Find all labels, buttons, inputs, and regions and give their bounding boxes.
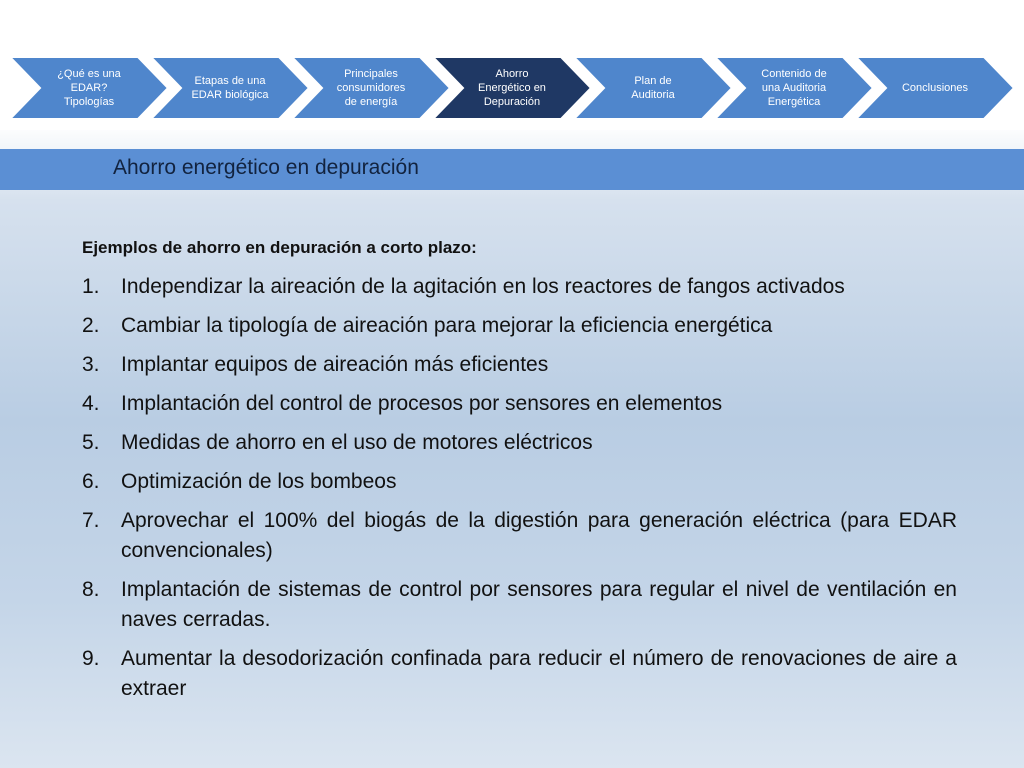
step-label: ¿Qué es una EDAR? Tipologías bbox=[57, 68, 121, 108]
step-ahorro-energetico[interactable] bbox=[433, 57, 591, 119]
item-text: Implantar equipos de aireación más eficientes bbox=[121, 353, 549, 376]
step-label: Conclusiones bbox=[901, 82, 969, 94]
intro-heading: Ejemplos de ahorro en depuración a corto plazo: bbox=[82, 238, 477, 257]
item-number: 2. bbox=[82, 314, 100, 337]
step-label: Plan de Auditoria bbox=[631, 75, 675, 101]
list-item bbox=[82, 575, 957, 635]
item-text: Implantación del control de procesos por sensores en elementos bbox=[121, 392, 723, 415]
item-number: 6. bbox=[82, 470, 100, 493]
page-title: Ahorro energético en depuración bbox=[113, 156, 419, 179]
item-number: 4. bbox=[82, 392, 100, 415]
savings-list bbox=[82, 272, 957, 713]
list-item bbox=[82, 506, 957, 566]
list-item bbox=[82, 389, 957, 419]
list-item bbox=[82, 311, 957, 341]
item-text: Implantación de sistemas de control por sensores para regular el nivel de ventilación en naves cerradas. bbox=[121, 578, 957, 631]
item-number: 1. bbox=[82, 275, 100, 298]
step-contenido-auditoria[interactable] bbox=[715, 57, 873, 119]
step-principales-consumidores[interactable] bbox=[292, 57, 450, 119]
step-etapas-edar[interactable] bbox=[151, 57, 309, 119]
process-steps-nav bbox=[10, 57, 1014, 119]
step-label: Etapas de una EDAR biológica bbox=[191, 75, 269, 101]
step-que-es-edar[interactable] bbox=[10, 57, 168, 119]
list-item bbox=[82, 467, 957, 497]
list-item bbox=[82, 644, 957, 704]
item-text: Cambiar la tipología de aireación para mejorar la eficiencia energética bbox=[121, 314, 773, 337]
step-label: Contenido de una Auditoria Energética bbox=[761, 68, 827, 108]
item-text: Aumentar la desodorización confinada para reducir el número de renovaciones de aire a extraer bbox=[121, 647, 957, 700]
item-number: 5. bbox=[82, 431, 100, 454]
list-item bbox=[82, 272, 957, 302]
item-number: 9. bbox=[82, 647, 100, 670]
step-label: Ahorro Energético en Depuración bbox=[478, 68, 546, 108]
step-conclusiones[interactable] bbox=[856, 57, 1014, 119]
step-label: Principales consumidores de energía bbox=[336, 68, 406, 108]
item-text: Optimización de los bombeos bbox=[121, 470, 397, 493]
list-item bbox=[82, 350, 957, 380]
list-item bbox=[82, 428, 957, 458]
step-plan-auditoria[interactable] bbox=[574, 57, 732, 119]
item-number: 7. bbox=[82, 509, 100, 532]
item-text: Medidas de ahorro en el uso de motores eléctricos bbox=[121, 431, 593, 454]
item-text: Independizar la aireación de la agitación en los reactores de fangos activados bbox=[121, 275, 845, 298]
item-text: Aprovechar el 100% del biogás de la digestión para generación eléctrica (para EDAR convencionales) bbox=[121, 509, 957, 562]
item-number: 8. bbox=[82, 578, 100, 601]
item-number: 3. bbox=[82, 353, 100, 376]
